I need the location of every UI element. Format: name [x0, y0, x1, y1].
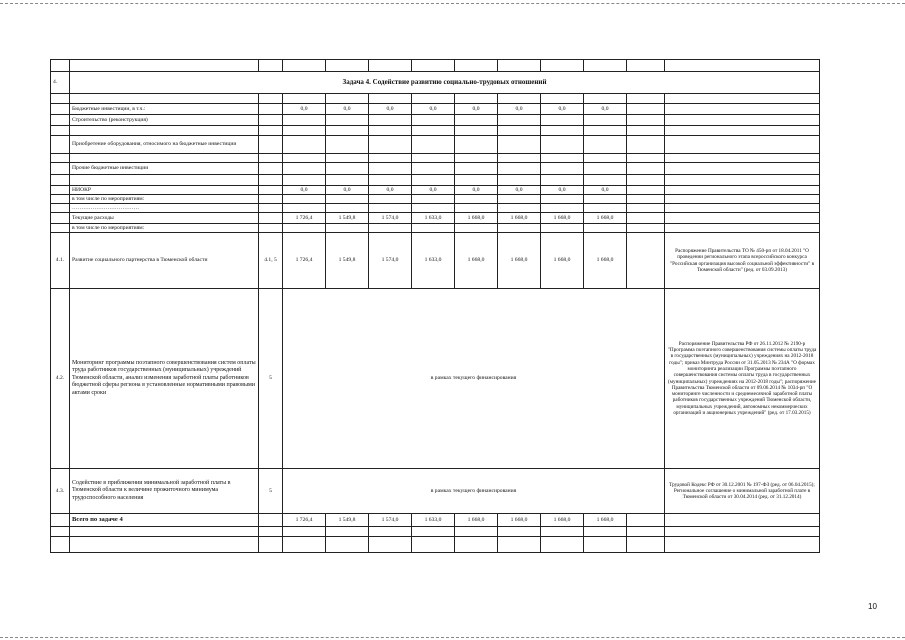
item-number: 4.1. — [51, 233, 70, 289]
item-number: 4.3. — [51, 469, 70, 514]
table-row — [51, 469, 820, 514]
table-row — [51, 289, 820, 469]
legal-basis: Распоряжение Правительства РФ от 26.11.2012 № 2190-р "Программа поэтапного совершенствования системы оплаты труда в государственных (муниципальных) учреждениях на 2012-2018 годы"; приказ Минтруда России от 31.05.2013 № 234А "О формах мониторинга реализации Программы поэтапного совершенствования системы оплаты труда в государственных (муниципальных) учреждениях на 2012-2018 годы"; распоряжение Правительства Тюменской области от 09.06.2014 № 1034-рп "О мониторинге численности и среднемесячной заработной платы работников государственных учреждений Тюменской области, муниципальных учреждений, автономных некоммерческих организаций и акционерных учреждений" (ред. от 17.03.2015) — [665, 289, 820, 469]
funding-note: в рамках текущего финансирования — [283, 469, 665, 514]
task-header-row — [51, 72, 820, 94]
value-cell: 0,0 — [283, 104, 326, 115]
spacer-row — [51, 94, 820, 104]
value-cell: 1 549,8 — [326, 514, 369, 527]
row-label: Бюджетные инвестиции, в т.ч.: — [70, 104, 259, 115]
page-number: 10 — [868, 602, 877, 611]
row-label: Прочие бюджетные инвестиции — [70, 163, 259, 175]
value-cell: 0,0 — [412, 104, 455, 115]
spacer-row — [51, 154, 820, 163]
value-cell: 1 668,0 — [584, 514, 627, 527]
value-cell: 1 633,0 — [412, 213, 455, 224]
value-cell: 0,0 — [283, 186, 326, 195]
table-row — [51, 104, 820, 115]
indicator-code: 5 — [259, 289, 283, 469]
table-row — [51, 224, 820, 233]
value-cell: 1 549,8 — [326, 233, 369, 289]
value-cell: 0,0 — [455, 186, 498, 195]
value-cell: 1 574,0 — [369, 233, 412, 289]
value-cell: 0,0 — [326, 104, 369, 115]
legal-basis: Распоряжение Правительства ТО № 450-рп от 18.04.2011 "О проведении регионального этапа всероссийского конкурса "Российская организация высокой социальной эффективности" в Тюменской области" (ред. от 03.09.2013) — [665, 233, 820, 289]
legal-basis: Трудовой Кодекс РФ от 30.12.2001 № 197-ФЗ (ред. от 06.04.2015); Региональное соглашение о минимальной заработной плате в Тюменской области от 30.04.2014 (ред. от 31.12.2014) — [665, 469, 820, 514]
row-label: Развитие социального партнерства в Тюменской области — [70, 233, 259, 289]
value-cell: 1 668,0 — [455, 213, 498, 224]
indicator-code: 5 — [259, 469, 283, 514]
value-cell: 0,0 — [498, 186, 541, 195]
row-label: Мониторинг программы поэтапного совершенствования систем оплаты труда работников государственных (муниципальных) учреждений Тюменской области, анализ изменения заработной платы работников бюджетной сферы региона в установленные нормативными правовыми актами сроки — [70, 289, 259, 469]
value-cell: 0,0 — [584, 186, 627, 195]
value-cell: 0,0 — [412, 186, 455, 195]
funding-note: в рамках текущего финансирования — [283, 289, 665, 469]
scan-edge-bottom — [0, 637, 905, 638]
program-table — [50, 59, 820, 553]
value-cell: 1 726,4 — [283, 514, 326, 527]
value-cell: 0,0 — [541, 104, 584, 115]
value-cell: 1 668,0 — [584, 233, 627, 289]
value-cell: 1 668,0 — [498, 233, 541, 289]
value-cell: 1 668,0 — [498, 213, 541, 224]
table-row — [51, 195, 820, 204]
value-cell: 1 668,0 — [455, 233, 498, 289]
value-cell: 0,0 — [369, 104, 412, 115]
total-label: Всего по задаче 4 — [70, 514, 259, 527]
value-cell: 1 726,4 — [283, 213, 326, 224]
row-label: Текущие расходы — [70, 213, 259, 224]
value-cell: 1 549,8 — [326, 213, 369, 224]
value-cell: 1 633,0 — [412, 233, 455, 289]
value-cell: 1 668,0 — [498, 514, 541, 527]
spacer-row — [51, 527, 820, 537]
blank-row — [51, 60, 820, 72]
table-row — [51, 163, 820, 175]
value-cell: 1 668,0 — [541, 514, 584, 527]
row-label: Приобретение оборудования, относимого на бюджетные инвестиции — [70, 136, 259, 154]
table-row — [51, 186, 820, 195]
spacer-row — [51, 126, 820, 136]
table-row — [51, 213, 820, 224]
value-cell: 1 668,0 — [455, 514, 498, 527]
value-cell: 1 668,0 — [541, 233, 584, 289]
table-row — [51, 233, 820, 289]
row-label: Строительство (реконструкция) — [70, 115, 259, 126]
blank-row — [51, 537, 820, 553]
value-cell: 1 726,4 — [283, 233, 326, 289]
value-cell: 1 574,0 — [369, 213, 412, 224]
value-cell: 0,0 — [369, 186, 412, 195]
row-label: ……………………………… — [70, 204, 259, 213]
value-cell: 0,0 — [326, 186, 369, 195]
value-cell: 0,0 — [584, 104, 627, 115]
spacer-row — [51, 175, 820, 186]
value-cell: 0,0 — [541, 186, 584, 195]
value-cell: 1 633,0 — [412, 514, 455, 527]
value-cell: 1 668,0 — [584, 213, 627, 224]
value-cell: 1 668,0 — [541, 213, 584, 224]
task-number: 4. — [51, 72, 70, 94]
value-cell: 1 574,0 — [369, 514, 412, 527]
row-label: в том числе по мероприятиям: — [70, 195, 259, 204]
task-title: Задача 4. Содействие развитию социально-трудовых отношений — [70, 72, 820, 94]
scan-edge-top — [0, 3, 905, 4]
value-cell: 0,0 — [455, 104, 498, 115]
total-row — [51, 514, 820, 527]
indicator-code: 4.1, 5 — [259, 233, 283, 289]
row-label: НИОКР — [70, 186, 259, 195]
table-row — [51, 204, 820, 213]
row-label: в том числе по мероприятиям: — [70, 224, 259, 233]
value-cell: 0,0 — [498, 104, 541, 115]
row-label: Содействие в приближении минимальной заработной платы в Тюменской области к величине прожиточного минимума трудоспособного населения — [70, 469, 259, 514]
item-number: 4.2. — [51, 289, 70, 469]
table-row — [51, 136, 820, 154]
table-row — [51, 115, 820, 126]
